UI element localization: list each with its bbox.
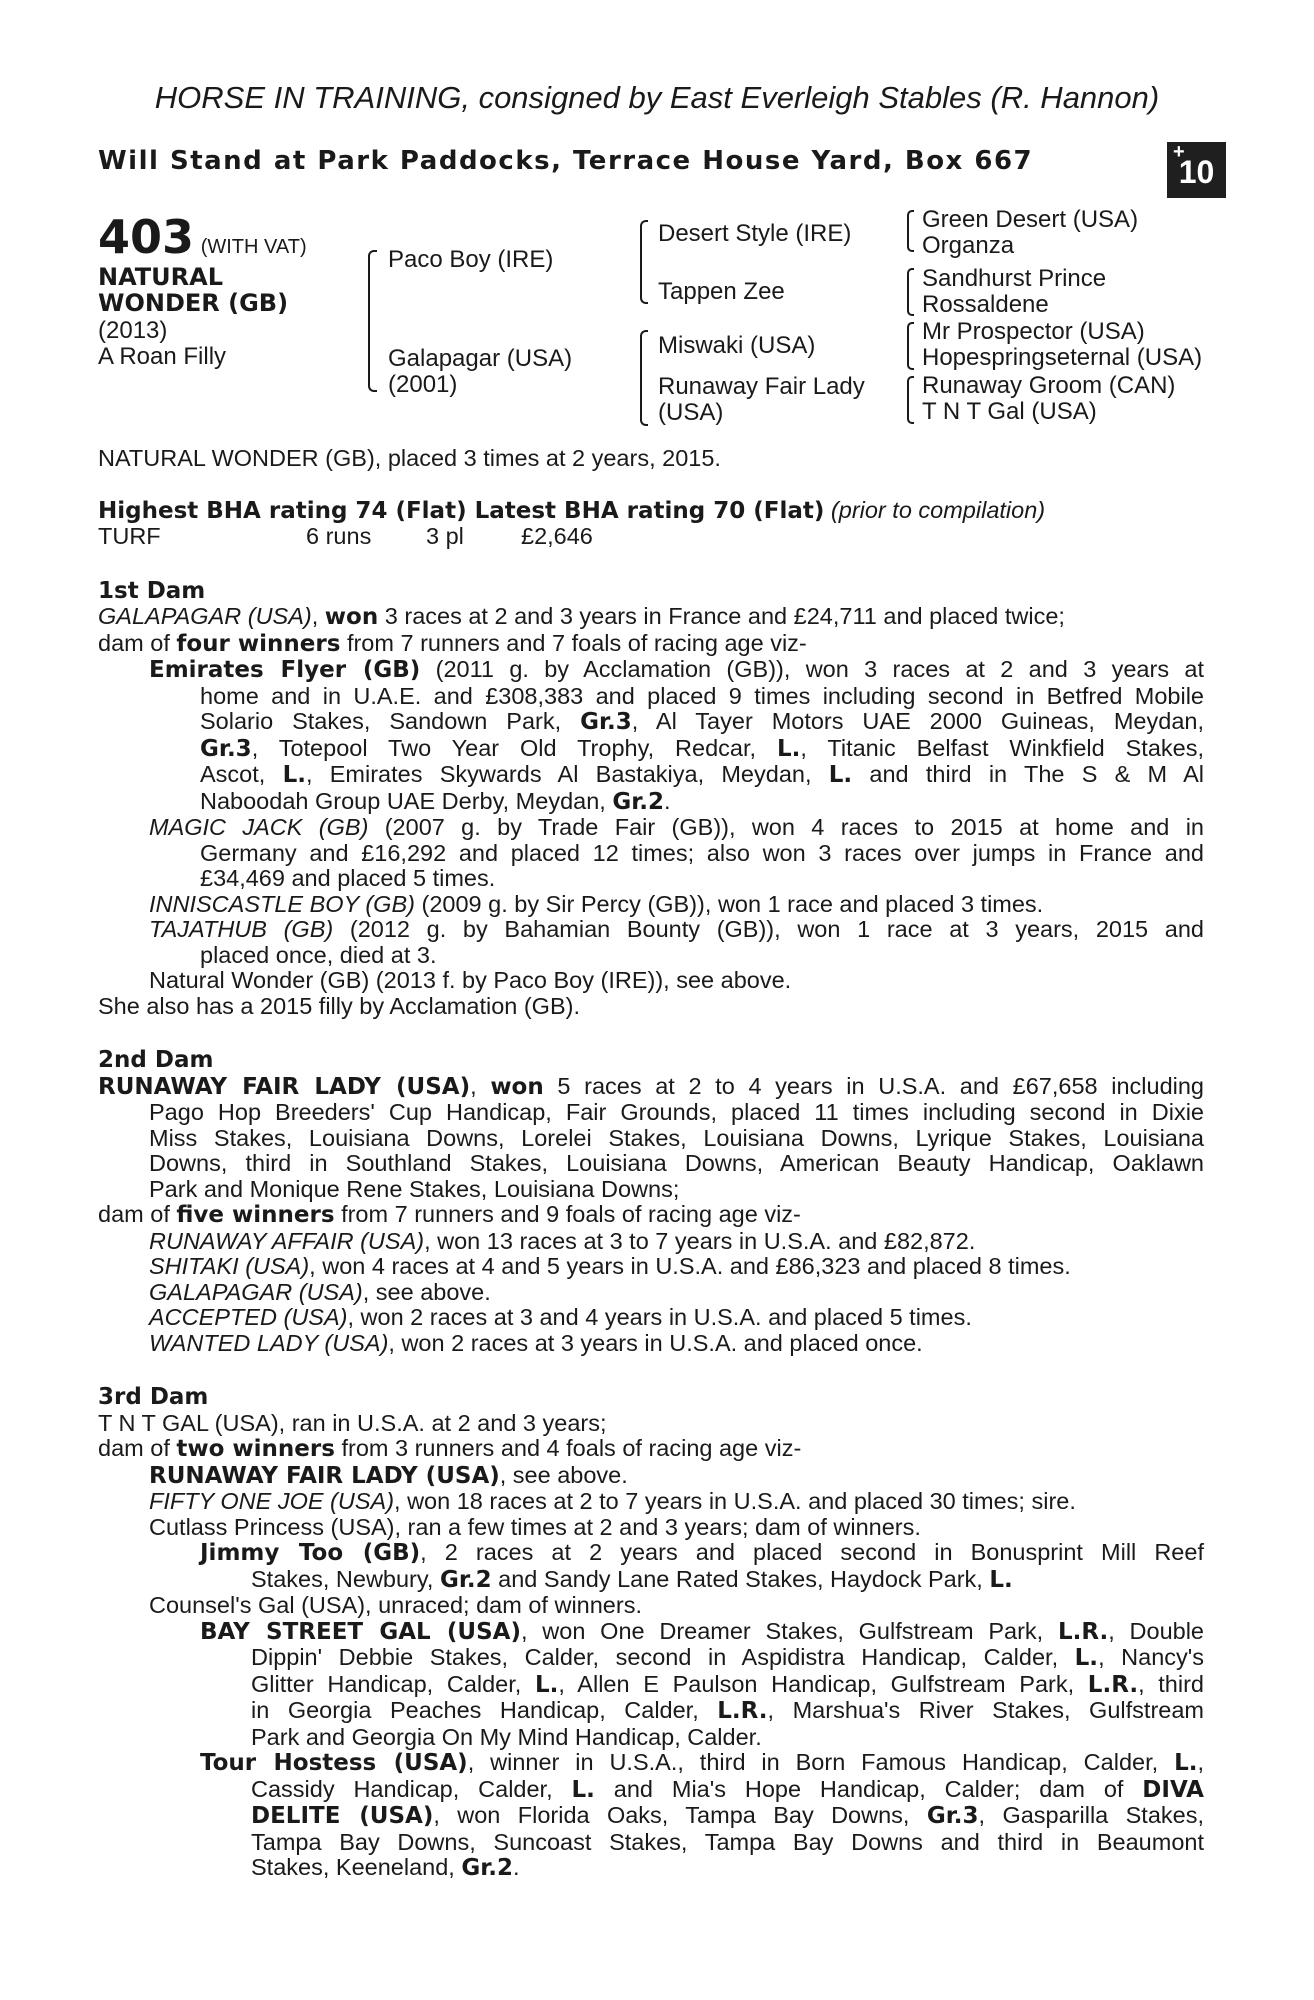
second-dam-produce: dam of five winners from 7 runners and 9 foals of racing age viz- [98,1201,801,1228]
dam-dam-line2: (USA) [658,399,724,426]
gg-sire-2: Sandhurst Prince [922,265,1107,292]
emirates-flyer-line5: Ascot, L., Emirates Skywards Al Bastakiya, Meydan, L. and third in The S & M Al [200,761,1204,788]
turf-surface: TURF [98,523,161,549]
emirates-flyer-line3: Solario Stakes, Sandown Park, Gr.3, Al Tayer Motors UAE 2000 Guineas, Meydan, [200,708,1204,735]
turf-prize: £2,646 [521,523,593,549]
counsels-gal: Counsel's Gal (USA), unraced; dam of winners. [149,1592,642,1618]
tajathub-line1: TAJATHUB (GB) (2012 g. by Bahamian Bounty (GB)), won 1 race at 3 years, 2015 and [149,916,1204,942]
bay-street-gal-line1: BAY STREET GAL (USA), won One Dreamer Stakes, Gulfstream Park, L.R., Double [200,1617,1204,1645]
pedigree-brace-7 [907,376,914,424]
third-dam-heading: 3rd Dam [98,1384,209,1410]
turf-placed: 3 pl [426,523,464,549]
pedigree-brace-4 [907,210,914,252]
dam-year: (2001) [388,371,458,398]
cutlass-princess: Cutlass Princess (USA), ran a few times at 2 and 3 years; dam of winners. [149,1513,921,1540]
gg-sire-3: Mr Prospector (USA) [922,318,1145,345]
magic-jack-line1: MAGIC JACK (GB) (2007 g. by Trade Fair (GB)), won 4 races to 2015 at home and in [149,814,1204,840]
sire-sire: Desert Style (IRE) [658,220,852,247]
emirates-flyer-line4: Gr.3, Totepool Two Year Old Trophy, Redcar, L., Titanic Belfast Winkfield Stakes, [200,734,1205,762]
runaway-fair-lady-line1: RUNAWAY FAIR LADY (USA), won 5 races at 2 to 4 years in U.S.A. and £67,658 including [98,1072,1205,1100]
badge-plus: + [1173,141,1185,163]
bay-street-gal-line4: in Georgia Peaches Handicap, Calder, L.R., Marshua's River Stakes, Gulfstream [251,1697,1204,1724]
accepted: ACCEPTED (USA), won 2 races at 3 and 4 years in U.S.A. and placed 5 times. [149,1304,972,1330]
tajathub-line2: placed once, died at 3. [200,941,437,968]
gg-dam-2: Rossaldene [922,291,1049,318]
lot-badge [1167,142,1226,198]
horse-description: A Roan Filly [98,343,227,370]
magic-jack-line2: Germany and £16,292 and placed 12 times; also won 3 races over jumps in France and [200,839,1204,866]
runaway-fair-lady-ref: RUNAWAY FAIR LADY (USA), see above. [149,1461,628,1489]
jimmy-too-line1: Jimmy Too (GB), 2 races at 2 years and placed second in Bonusprint Mill Reef [200,1539,1204,1566]
sire-dam: Tappen Zee [658,278,785,305]
magic-jack-line3: £34,469 and placed 5 times. [200,865,496,891]
gg-sire-4: Runaway Groom (CAN) [922,372,1176,399]
gg-sire-1: Green Desert (USA) [922,206,1139,233]
pedigree-brace-2 [640,220,648,304]
sire: Paco Boy (IRE) [388,246,554,273]
lot-number: 403 [98,210,195,264]
gg-dam-1: Organza [922,232,1015,259]
pedigree-brace-1 [368,250,377,392]
gg-dam-3: Hopespringseternal (USA) [922,344,1203,371]
badge-number: 10 [1178,154,1215,190]
turf-runs: 6 runs [306,523,372,549]
turf-record [98,524,1204,550]
first-dam-line1: GALAPAGAR (USA), won 3 races at 2 and 3 years in France and £24,711 and placed twice; [98,603,1065,630]
vat-note: (WITH VAT) [200,236,307,258]
galapagar-ref: GALAPAGAR (USA), see above. [149,1278,491,1305]
emirates-flyer-line6: Naboodah Group UAE Derby, Meydan, Gr.2. [200,787,671,815]
race-summary: NATURAL WONDER (GB), placed 3 times at 2 years, 2015. [98,445,721,471]
bay-street-gal-line5: Park and Georgia On My Mind Handicap, Calder. [251,1723,762,1750]
bha-rating [98,498,1204,525]
rating-note: (prior to compilation) [830,496,1046,523]
second-dam-heading: 2nd Dam [98,1047,214,1073]
catalogue-body [98,446,1204,1882]
runaway-fair-lady-line4: Downs, third in Southland Stakes, Louisiana Downs, American Beauty Handicap, Oaklawn [149,1150,1204,1176]
stand-location: Will Stand at Park Paddocks, Terrace House Yard, Box 667 [98,146,1034,176]
fifty-one-joe: FIFTY ONE JOE (USA), won 18 races at 2 to 7 years in U.S.A. and placed 30 times; sire. [149,1488,1076,1514]
also-filly: She also has a 2015 filly by Acclamation (GB). [98,992,580,1019]
emirates-flyer-line2: home and in U.A.E. and £308,383 and placed 9 times including second in Betfred Mobile [200,682,1204,709]
bay-street-gal-line3: Glitter Handicap, Calder, L., Allen E Paulson Handicap, Gulfstream Park, L.R., third [251,1670,1204,1698]
horse-name-line2: WONDER (GB) [98,289,289,317]
lot-number-block [98,212,307,262]
consignor-header: HORSE IN TRAINING, consigned by East Everleigh Stables (R. Hannon) [154,80,1160,115]
dam-sire: Miswaki (USA) [658,332,816,359]
bay-street-gal-line2: Dippin' Debbie Stakes, Calder, second in Aspidistra Handicap, Calder, L., Nancy's [251,1644,1204,1671]
tour-hostess-line2: Cassidy Handicap, Calder, L. and Mia's Hope Handicap, Calder; dam of DIVA [251,1775,1204,1803]
third-dam-produce: dam of two winners from 3 runners and 4 foals of racing age viz- [98,1435,802,1462]
runaway-fair-lady-line2: Pago Hop Breeders' Cup Handicap, Fair Grounds, placed 11 times including second in Dixie [149,1099,1204,1125]
runaway-fair-lady-line3: Miss Stakes, Louisiana Downs, Lorelei Stakes, Louisiana Downs, Lyrique Stakes, Louisiana [149,1124,1204,1151]
shitaki: SHITAKI (USA), won 4 races at 4 and 5 years in U.S.A. and £86,323 and placed 8 times. [149,1253,1071,1279]
dam-dam-line1: Runaway Fair Lady [658,373,865,400]
first-dam-heading: 1st Dam [98,577,206,604]
first-dam-line2: dam of four winners from 7 runners and 7 foals of racing age viz- [98,629,807,657]
runaway-fair-lady-line5: Park and Monique Rene Stakes, Louisiana Downs; [149,1175,680,1202]
tnt-gal: T N T GAL (USA), ran in U.S.A. at 2 and 3 years; [98,1409,607,1436]
horse-name-line1: NATURAL [98,263,224,291]
tour-hostess-line5: Stakes, Keeneland, Gr.2. [251,1854,520,1881]
jimmy-too-line2: Stakes, Newbury, Gr.2 and Sandy Lane Rated Stakes, Haydock Park, L. [251,1565,1013,1593]
foaling-year: (2013) [98,317,168,344]
natural-wonder-entry: Natural Wonder (GB) (2013 f. by Paco Boy (IRE)), see above. [149,967,792,993]
pedigree-brace-5 [907,268,914,316]
pedigree-brace-3 [640,330,648,426]
pedigree-brace-6 [907,322,914,370]
rating-text: Highest BHA rating 74 (Flat) Latest BHA rating 70 (Flat) [98,497,825,524]
tour-hostess-line4: Tampa Bay Downs, Suncoast Stakes, Tampa Bay Downs and third in Beaumont [251,1828,1204,1855]
wanted-lady: WANTED LADY (USA), won 2 races at 3 years in U.S.A. and placed once. [149,1329,923,1356]
tour-hostess-line3: DELITE (USA), won Florida Oaks, Tampa Bay Downs, Gr.3, Gasparilla Stakes, [251,1802,1204,1829]
inniscastle-boy: INNISCASTLE BOY (GB) (2009 g. by Sir Percy (GB)), won 1 race and placed 3 times. [149,890,1044,917]
tour-hostess-line1: Tour Hostess (USA), winner in U.S.A., third in Born Famous Handicap, Calder, L., [200,1749,1204,1776]
runaway-affair: RUNAWAY AFFAIR (USA), won 13 races at 3 to 7 years in U.S.A. and £82,872. [149,1227,976,1254]
emirates-flyer-line1: Emirates Flyer (GB) (2011 g. by Acclamation (GB)), won 3 races at 2 and 3 years at [149,656,1204,683]
dam: Galapagar (USA) [388,345,573,372]
gg-dam-4: T N T Gal (USA) [922,398,1097,425]
